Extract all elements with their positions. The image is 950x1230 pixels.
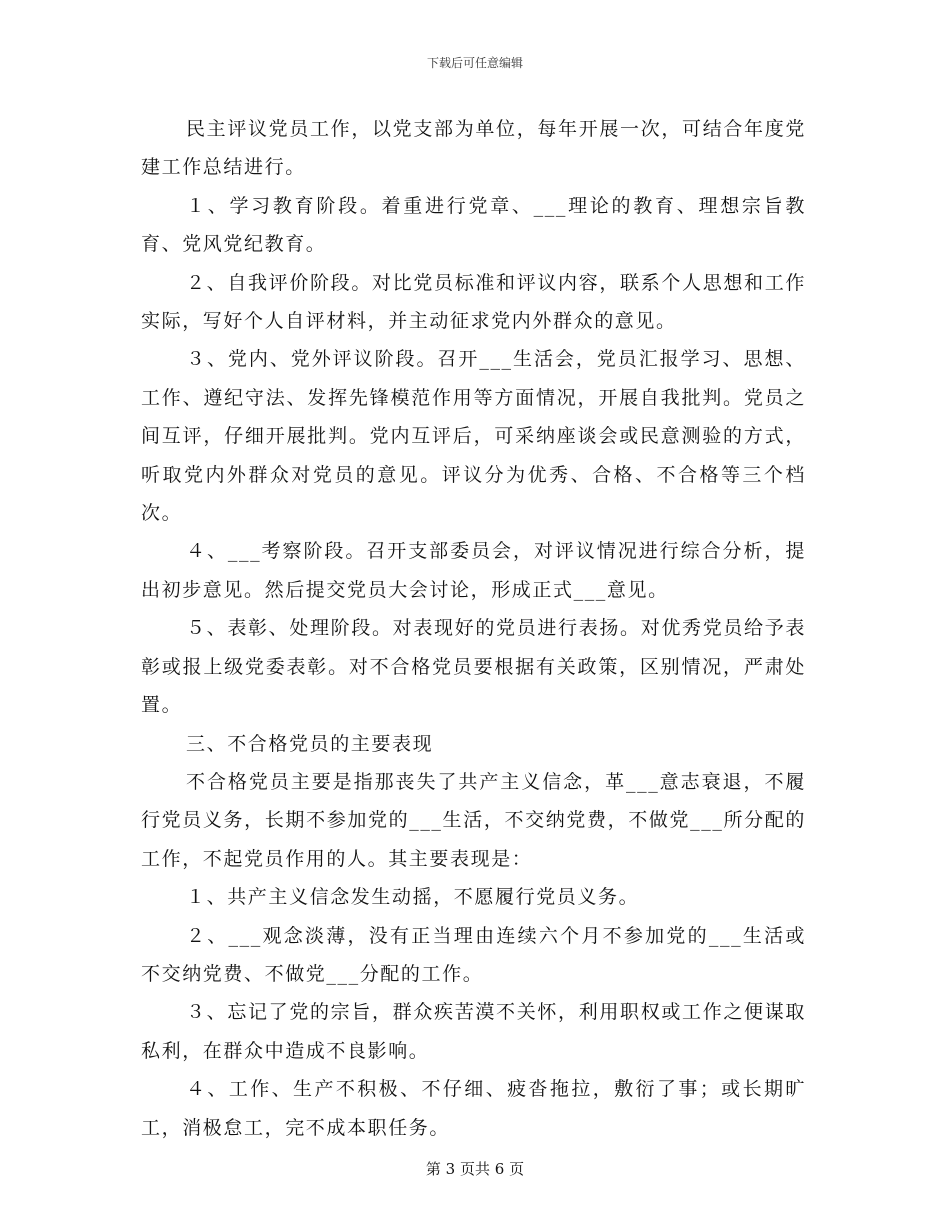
paragraph-item-4: ４、工作、生产不积极、不仔细、疲沓拖拉，敷衍了事；或长期旷工，消极怠工，完不成本职任务。	[141, 1078, 806, 1139]
paragraph-item-2: ２、___观念淡薄，没有正当理由连续六个月不参加党的___生活或不交纳党费、不做党___分配的工作。	[141, 924, 806, 985]
paragraph-step-3: ３、党内、党外评议阶段。召开___生活会，党员汇报学习、思想、工作、遵纪守法、发挥先锋模范作用等方面情况，开展自我批判。党员之间互评，仔细开展批判。党内互评后，可采纳座谈会或民意测验的方式，听取党内外群众对党员的意见。评议分为优秀、合格、不合格等三个档次。	[141, 348, 806, 525]
paragraph-step-5: ５、表彰、处理阶段。对表现好的党员进行表扬。对优秀党员给予表彰或报上级党委表彰。对不合格党员要根据有关政策，区别情况，严肃处置。	[141, 617, 806, 717]
paragraph-definition: 不合格党员主要是指那丧失了共产主义信念，革___意志衰退，不履行党员义务，长期不参加党的___生活，不交纳党费，不做党___所分配的工作，不起党员作用的人。其主要表现是：	[141, 770, 806, 870]
document-body	[141, 110, 806, 1147]
paragraph-step-4: ４、___考察阶段。召开支部委员会，对评议情况进行综合分析，提出初步意见。然后提交党员大会讨论，形成正式___意见。	[141, 540, 806, 601]
section-heading: 三、不合格党员的主要表现	[186, 732, 434, 755]
page-header: 下载后可任意编辑	[426, 56, 523, 70]
paragraph-intro: 民主评议党员工作，以党支部为单位，每年开展一次，可结合年度党建工作总结进行。	[141, 118, 806, 179]
paragraph-item-1: １、共产主义信念发生动摇，不愿履行党员义务。	[186, 886, 640, 909]
page-footer: 第 3 页共 6 页	[425, 1160, 525, 1178]
paragraph-step-2: ２、自我评价阶段。对比党员标准和评议内容，联系个人思想和工作实际，写好个人自评材料，并主动征求党内外群众的意见。	[141, 271, 806, 333]
paragraph-item-3: ３、忘记了党的宗旨，群众疾苦漠不关怀，利用职权或工作之便谋取私利，在群众中造成不良影响。	[141, 1001, 806, 1062]
paragraph-step-1: １、学习教育阶段。着重进行党章、___理论的教育、理想宗旨教育、党风党纪教育。	[141, 194, 806, 256]
